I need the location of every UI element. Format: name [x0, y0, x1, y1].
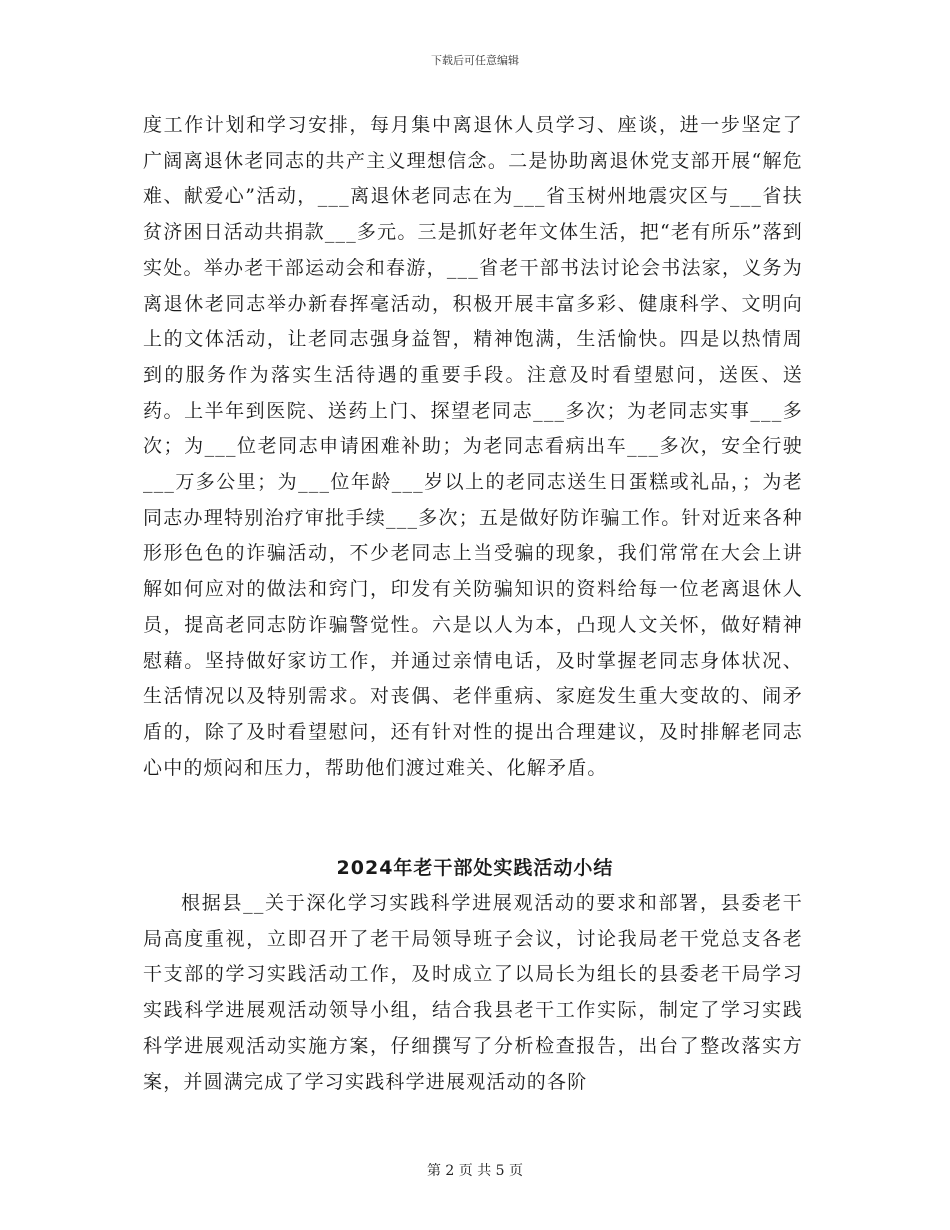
body-paragraph: 度工作计划和学习安排，每月集中离退休人员学习、座谈，进一步坚定了广阔离退休老同志的共产主义理想信念。二是协助离退休党支部开展“解危难、献爱心”活动，___离退休老同志在为___省玉树州地震灾区与___省扶贫济困日活动共捐款___多元。三是抓好老年文体生活，把“老有所乐”落到实处。举办老干部运动会和春游，___省老干部书法讨论会书法家，义务为离退休老同志举办新春挥毫活动，积极开展丰富多彩、健康科学、文明向上的文体活动，让老同志强身益智，精神饱满，生活愉快。四是以热情周到的服务作为落实生活待遇的重要手段。注意及时看望慰问，送医、送药。上半年到医院、送药上门、探望老同志___多次；为老同志实事___多次；为___位老同志申请困难补助；为老同志看病出车___多次，安全行驶___万多公里；为___位年龄___岁以上的老同志送生日蛋糕或礼品，；为老同志办理特别治疗审批手续___多次；五是做好防诈骗工作。针对近来各种形形色色的诈骗活动，不少老同志上当受骗的现象，我们常常在大会上讲解如何应对的做法和窍门，印发有关防骗知识的资料给每一位老离退休人员，提高老同志防诈骗警觉性。六是以人为本，凸现人文关怀，做好精神慰藉。坚持做好家访工作，并通过亲情电话，及时掌握老同志身体状况、生活情况以及特别需求。对丧偶、老伴重病、家庭发生重大变故的、闹矛盾的，除了及时看望慰问，还有针对性的提出合理建议，及时排解老同志心中的烦闷和压力，帮助他们渡过难关、化解矛盾。 — [143, 114, 803, 779]
page-header: 下载后可任意编辑 — [431, 54, 519, 67]
section-paragraph: 根据县__关于深化学习实践科学进展观活动的要求和部署，县委老干局高度重视，立即召开了老干局领导班子会议，讨论我局老干党总支各老干支部的学习实践活动工作，及时成立了以局长为组长的县委老干局学习实践科学进展观活动领导小组，结合我县老干工作实际，制定了学习实践科学进展观活动实施方案，仔细撰写了分析检查报告，出台了整改落实方案，并圆满完成了学习实践科学进展观活动的各阶 — [143, 892, 803, 1093]
section-title: 2024年老干部处实践活动小结 — [336, 857, 614, 879]
page-number: 第 2 页 共 5 页 — [426, 1163, 524, 1179]
